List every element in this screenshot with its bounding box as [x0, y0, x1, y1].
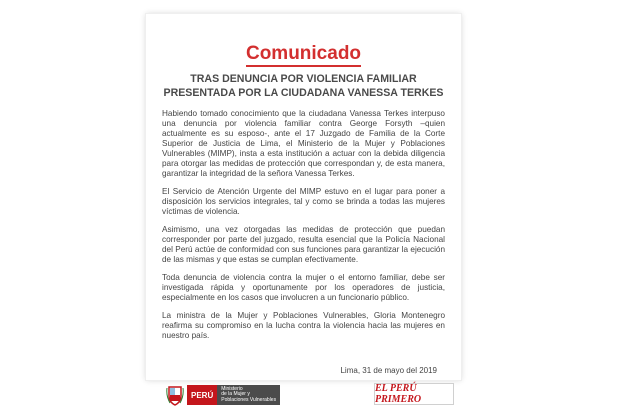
document-headline: TRAS DENUNCIA POR VIOLENCIA FAMILIAR PRESENTADA POR LA CIUDADANA VANESSA TERKES: [163, 73, 444, 99]
paragraph: Habiendo tomado conocimiento que la ciudadana Vanessa Terkes interpuso una denuncia por violencia familiar contra George Forsyth –quien actualmente es su esposo-, ante el 17 Juzgado de Familia de la Corte Superior de Justicia de Lima, el Ministerio de la Mujer y Poblaciones Vulnerables (MIMP), insta a esta institución a actuar con la debida diligencia para otorgar las medidas de protección que correspondan y, de esta manera, garantizar la integridad de la señora Vanessa Terkes.: [162, 109, 445, 178]
ministry-line: Ministerio: [221, 385, 243, 392]
ministry-line: de la Mujer y: [221, 391, 250, 398]
peru-label: PERÚ: [187, 385, 217, 405]
paragraph: Toda denuncia de violencia contra la mujer o el entorno familiar, debe ser investigada rápida y oportunamente por los operadores de justicia, especialmente en los casos que involucren a un funcionario público.: [162, 273, 445, 302]
ministry-line: Poblaciones Vulnerables: [221, 396, 277, 403]
ministry-label: [217, 385, 280, 405]
document-title: Comunicado: [146, 44, 461, 64]
document-body: [162, 109, 445, 349]
paragraph: El Servicio de Atención Urgente del MIMP estuvo en el lugar para poner a disposición los servicios integrales, tal y como se brinda a todas las mujeres víctimas de violencia.: [162, 187, 445, 216]
document-date: Lima, 31 de mayo del 2019: [340, 366, 437, 375]
paragraph: Asimismo, una vez otorgadas las medidas de protección que puedan corresponder por parte del juzgado, resulta esencial que la Policía Nacional del Perú actúe de conformidad con sus funciones para garantizar la ejecución de las mismas y que estas se cumplan efectivamente.: [162, 225, 445, 264]
ministry-logo: [166, 382, 280, 408]
paragraph: La ministra de la Mujer y Poblaciones Vulnerables, Gloria Montenegro reafirma su compromiso en la lucha contra la violencia hacia las mujeres en nuestro país.: [162, 311, 445, 340]
document-sheet: [146, 14, 461, 380]
el-peru-primero-logo: EL PERÚ PRIMERO: [374, 383, 454, 405]
coat-of-arms-icon: [166, 384, 184, 406]
